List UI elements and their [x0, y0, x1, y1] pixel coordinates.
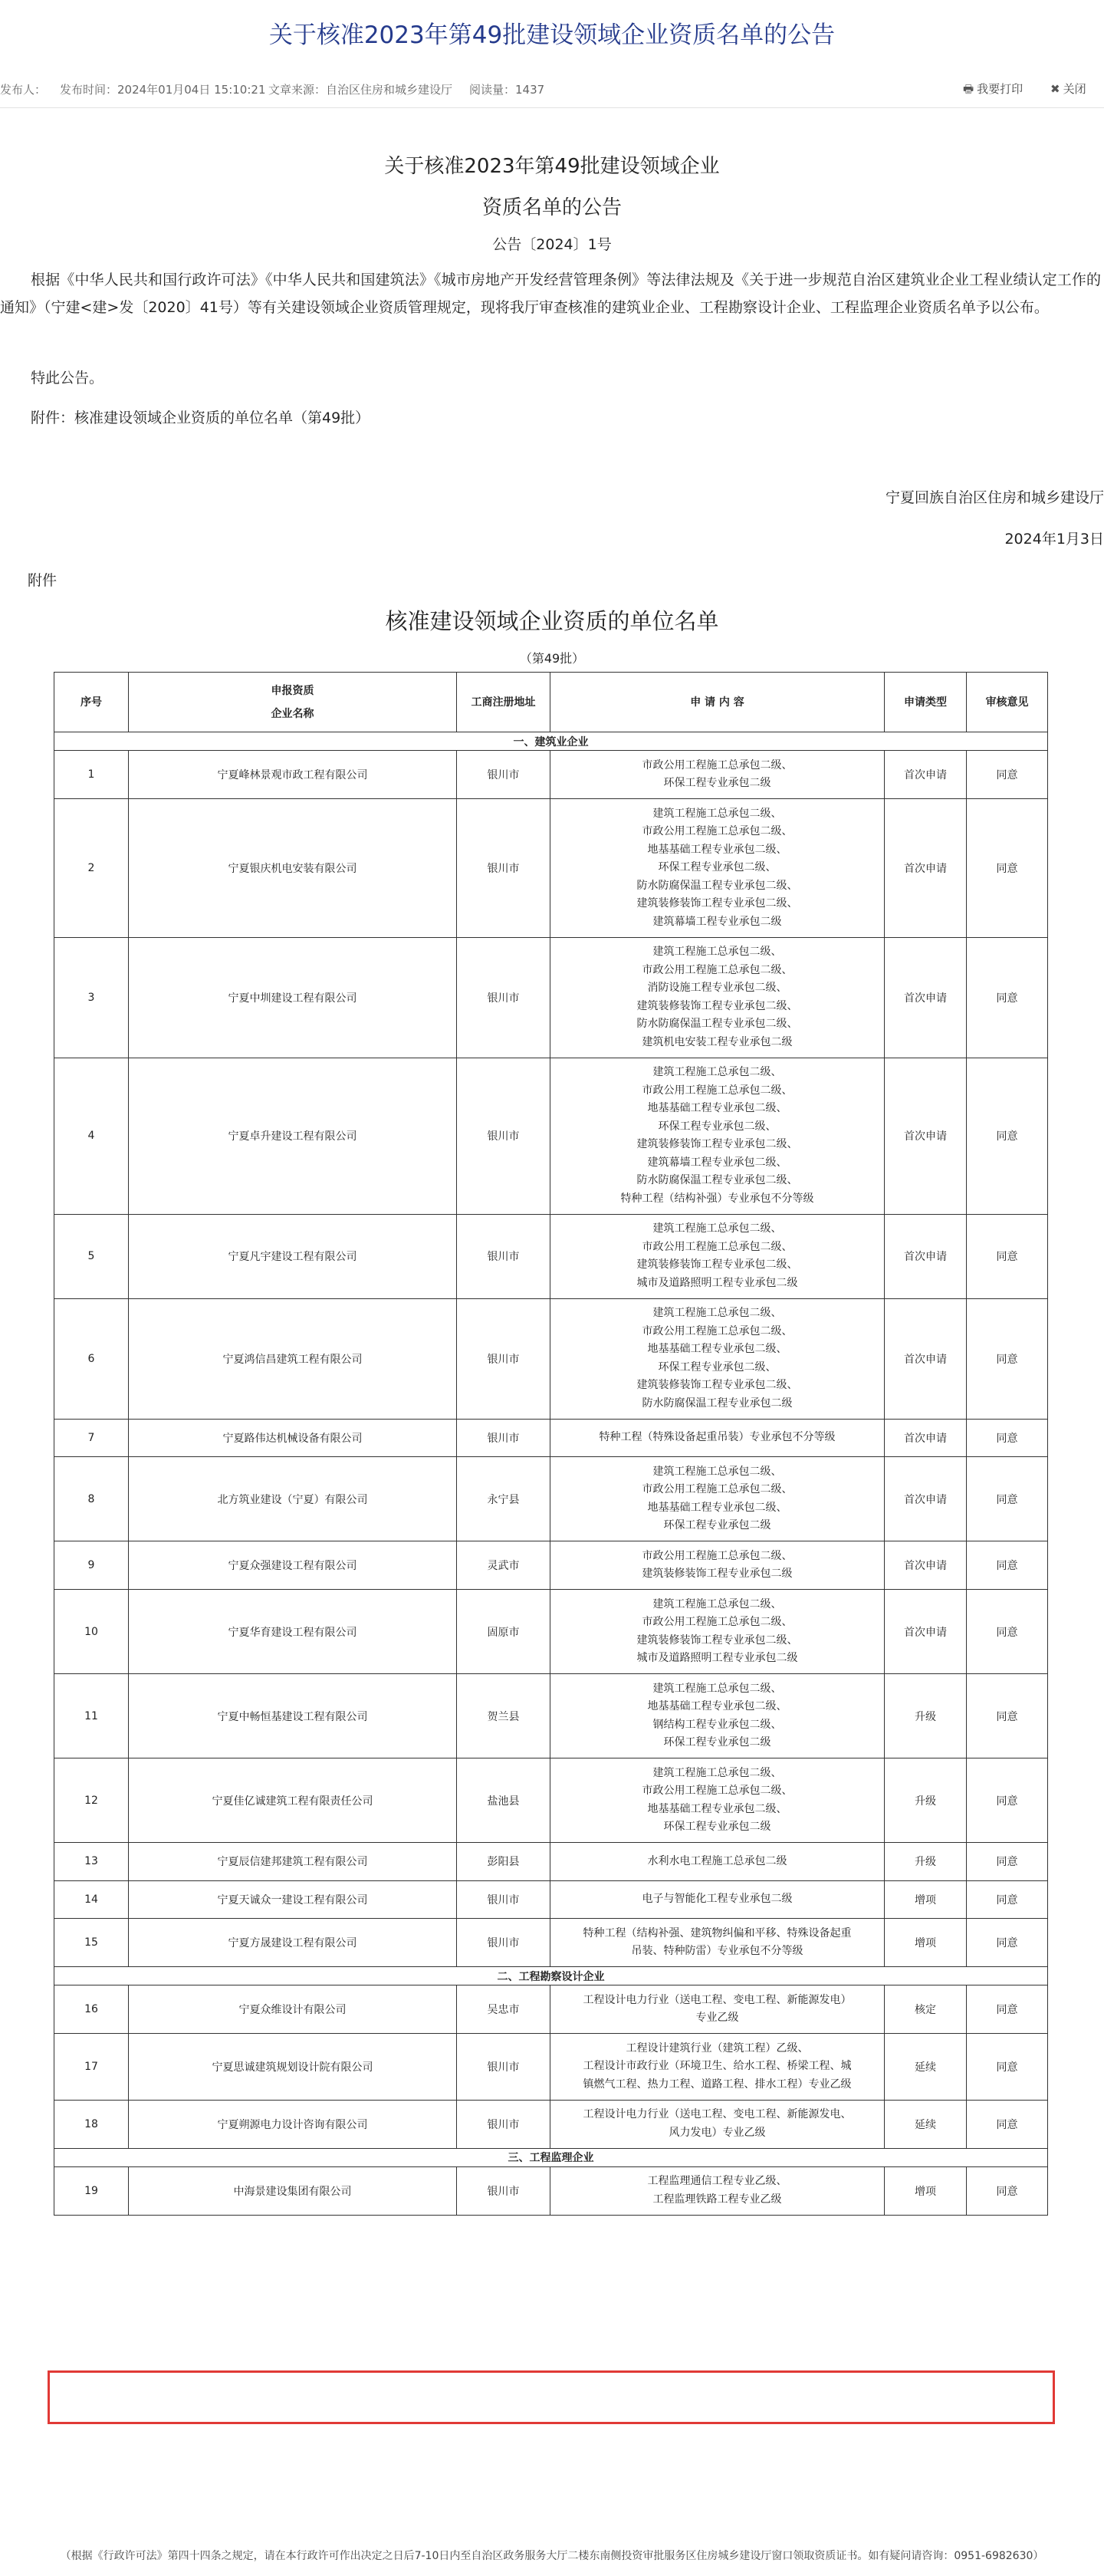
table-row [54, 1058, 1048, 1214]
qualification-item: 地基基础工程专业承包二级、 [647, 1501, 787, 1514]
application-type: 首次申请 [885, 1419, 967, 1457]
document-heading-line1: 关于核准2023年第49批建设领域企业 [384, 155, 720, 178]
qualification-item: 工程设计建筑行业（建筑工程）乙级、 [626, 2041, 809, 2055]
qualification-item: 建筑工程施工总承包二级、 [652, 1597, 782, 1610]
document-heading-line2: 资质名单的公告 [481, 196, 622, 219]
qualification-item: 特种工程（结构补强、建筑物纠偏和平移、特殊设备起重 [583, 1926, 852, 1939]
qualification-item: 建筑装修装饰工程专业承包二级 [642, 1568, 793, 1580]
company-name: 宁夏朔源电力设计咨询有限公司 [129, 2100, 457, 2148]
application-type: 升级 [885, 1843, 967, 1881]
application-content [550, 751, 885, 799]
row-number: 9 [54, 1541, 129, 1590]
company-name: 宁夏凡宇建设工程有限公司 [129, 1214, 457, 1298]
qualification-item: 钢结构工程专业承包二级、 [652, 1718, 782, 1731]
registered-region: 吴忠市 [457, 1985, 550, 2034]
qualification-item: 专业乙级 [695, 2012, 739, 2024]
registered-region: 银川市 [457, 799, 550, 938]
registered-region: 银川市 [457, 1919, 550, 1967]
category-row [54, 1967, 1048, 1985]
publish-time: 发布时间：2024年01月04日 15:10:21 [60, 83, 266, 97]
application-type: 增项 [885, 2166, 967, 2215]
row-number: 6 [54, 1298, 129, 1419]
review-opinion: 同意 [967, 1298, 1048, 1419]
review-opinion: 同意 [967, 1457, 1048, 1541]
table-row [54, 1674, 1048, 1758]
review-opinion: 同意 [967, 1758, 1048, 1843]
company-name: 宁夏方晟建设工程有限公司 [129, 1919, 457, 1967]
qualification-item: 工程设计电力行业（送电工程、变电工程、新能源发电） [583, 1993, 852, 2006]
qualification-item: 市政公用工程施工总承包二级、 [642, 1240, 793, 1253]
table-row [54, 1758, 1048, 1843]
registered-region: 彭阳县 [457, 1843, 550, 1881]
application-type: 首次申请 [885, 1298, 967, 1419]
application-content [550, 1214, 885, 1298]
qualification-item: 市政公用工程施工总承包二级、 [642, 1549, 793, 1562]
highlight-box [48, 2370, 1055, 2424]
company-name: 宁夏思诚建筑规划设计院有限公司 [129, 2034, 457, 2101]
header-company [129, 673, 457, 732]
row-number: 13 [54, 1843, 129, 1881]
qualification-item: 防水防腐保温工程专业承包二级、 [636, 879, 798, 892]
qualification-item: 消防设施工程专业承包二级、 [647, 982, 787, 994]
registered-region: 银川市 [457, 2100, 550, 2148]
qualification-item: 建筑机电安装工程专业承包二级 [642, 1035, 793, 1048]
table-row [54, 2034, 1048, 2101]
application-type: 首次申请 [885, 937, 967, 1058]
registered-region: 固原市 [457, 1590, 550, 1674]
header-company-bottom: 企业名称 [271, 707, 314, 720]
table-row [54, 1590, 1048, 1674]
row-number: 19 [54, 2166, 129, 2215]
application-type: 首次申请 [885, 1541, 967, 1590]
application-type: 升级 [885, 1758, 967, 1843]
qualification-item: 建筑装修装饰工程专业承包二级、 [636, 897, 798, 910]
application-type: 增项 [885, 1880, 967, 1919]
table-row [54, 937, 1048, 1058]
close-icon: ✖ [1050, 82, 1060, 96]
article-source: 文章来源：自治区住房和城乡建设厅 [268, 83, 453, 97]
qualification-item: 市政公用工程施工总承包二级、 [642, 758, 793, 771]
qualification-item: 环保工程专业承包二级、 [658, 1360, 777, 1374]
registered-region: 永宁县 [457, 1457, 550, 1541]
header-type: 申请类型 [885, 673, 967, 732]
review-opinion: 同意 [967, 1919, 1048, 1967]
table-row [54, 2166, 1048, 2215]
close-button[interactable] [1050, 81, 1086, 97]
document-number: 公告〔2024〕1号 [492, 236, 612, 253]
company-name: 宁夏天诚众一建设工程有限公司 [129, 1880, 457, 1919]
registered-region: 银川市 [457, 1298, 550, 1419]
review-opinion: 同意 [967, 1058, 1048, 1214]
row-number: 16 [54, 1985, 129, 2034]
row-number: 7 [54, 1419, 129, 1457]
qualification-item: 建筑工程施工总承包二级、 [652, 807, 782, 820]
qualification-item: 镇燃气工程、热力工程、道路工程、排水工程）专业乙级 [583, 2078, 852, 2091]
table-row [54, 751, 1048, 799]
table-row [54, 1419, 1048, 1457]
footer-note: （根据《行政许可法》第四十四条之规定，请在本行政许可作出决定之日后7-10日内至自治区政务服务大厅二楼东南侧投资审批服务区住房城乡建设厅窗口领取资质证书。如有疑问请咨询：0951-6982630） [60, 2550, 1044, 2562]
registered-region: 银川市 [457, 1880, 550, 1919]
qualification-item: 地基基础工程专业承包二级、 [647, 1102, 787, 1114]
application-type: 首次申请 [885, 751, 967, 799]
application-content [550, 1419, 885, 1457]
qualification-item: 特种工程（结构补强）专业承包不分等级 [620, 1192, 814, 1205]
qualification-item: 环保工程专业承包二级 [663, 777, 771, 789]
qualification-item: 城市及道路照明工程专业承包二级 [636, 1652, 798, 1664]
registered-region: 银川市 [457, 937, 550, 1058]
review-opinion: 同意 [967, 1419, 1048, 1457]
header-content: 申 请 内 容 [550, 673, 885, 732]
row-number: 3 [54, 937, 129, 1058]
article-meta-bar [0, 77, 1104, 101]
row-number: 4 [54, 1058, 129, 1214]
registered-region: 银川市 [457, 1214, 550, 1298]
qualification-item: 地基基础工程专业承包二级、 [647, 1343, 787, 1355]
table-row [54, 1214, 1048, 1298]
registered-region: 银川市 [457, 1419, 550, 1457]
qualification-item: 建筑工程施工总承包二级、 [652, 1465, 782, 1478]
header-region: 工商注册地址 [457, 673, 550, 732]
row-number: 1 [54, 751, 129, 799]
qualification-item: 工程监理通信工程专业乙级、 [647, 2175, 787, 2187]
application-content [550, 799, 885, 938]
application-content [550, 1985, 885, 2034]
table-row [54, 1843, 1048, 1881]
qualification-item: 特种工程（特殊设备起重吊装）专业承包不分等级 [599, 1431, 836, 1443]
qualification-item: 建筑装修装饰工程专业承包二级、 [636, 1138, 798, 1150]
application-content [550, 1298, 885, 1419]
table-row [54, 1919, 1048, 1967]
review-opinion: 同意 [967, 937, 1048, 1058]
qualification-item: 防水防腐保温工程专业承包二级 [642, 1397, 793, 1410]
qualification-item: 市政公用工程施工总承包二级、 [642, 1324, 793, 1337]
row-number: 15 [54, 1919, 129, 1967]
application-content [550, 2166, 885, 2215]
qualification-item: 环保工程专业承包二级、 [658, 1120, 777, 1133]
qualification-item: 防水防腐保温工程专业承包二级、 [636, 1018, 798, 1030]
company-name: 宁夏峰林景观市政工程有限公司 [129, 751, 457, 799]
application-content [550, 1880, 885, 1919]
qualification-item: 建筑工程施工总承包二级、 [652, 1222, 782, 1235]
review-opinion: 同意 [967, 1541, 1048, 1590]
qualification-item: 建筑工程施工总承包二级、 [652, 1307, 782, 1319]
qualification-item: 水利水电工程施工总承包二级 [647, 1854, 787, 1867]
qualification-item: 工程设计市政行业（环境卫生、给水工程、桥梁工程、城 [583, 2060, 852, 2072]
application-content [550, 2034, 885, 2101]
review-opinion: 同意 [967, 1843, 1048, 1881]
row-number: 11 [54, 1674, 129, 1758]
category-row [54, 2148, 1048, 2166]
qualification-item: 建筑工程施工总承包二级、 [652, 1682, 782, 1695]
row-number: 10 [54, 1590, 129, 1674]
print-button[interactable] [963, 81, 1023, 100]
company-name: 宁夏辰信建邦建筑工程有限公司 [129, 1843, 457, 1881]
application-type: 延续 [885, 2034, 967, 2101]
registered-region: 银川市 [457, 1058, 550, 1214]
print-label: 我要打印 [977, 82, 1024, 96]
qualification-item: 环保工程专业承包二级 [663, 1736, 771, 1749]
application-type: 核定 [885, 1985, 967, 2034]
table-row [54, 1298, 1048, 1419]
qualification-item: 环保工程专业承包二级、 [658, 861, 777, 873]
qualification-item: 电子与智能化工程专业承包二级 [642, 1893, 793, 1905]
application-content [550, 1058, 885, 1214]
qualification-item: 建筑装修装饰工程专业承包二级、 [636, 1258, 798, 1271]
qualification-item: 建筑幕墙工程专业承包二级 [652, 915, 782, 928]
table-row [54, 1880, 1048, 1919]
table-body [54, 732, 1048, 2216]
registered-region: 贺兰县 [457, 1674, 550, 1758]
qualification-item: 吊装、特种防雷）专业承包不分等级 [631, 1945, 803, 1957]
application-content [550, 1758, 885, 1843]
header-seq: 序号 [54, 673, 129, 732]
qualification-item: 市政公用工程施工总承包二级、 [642, 1483, 793, 1495]
application-content [550, 1919, 885, 1967]
application-type: 首次申请 [885, 799, 967, 938]
row-number: 8 [54, 1457, 129, 1541]
header-opinion: 审核意见 [967, 673, 1048, 732]
registered-region: 灵武市 [457, 1541, 550, 1590]
application-content [550, 1590, 885, 1674]
company-name: 宁夏银庆机电安装有限公司 [129, 799, 457, 938]
review-opinion: 同意 [967, 2166, 1048, 2215]
qualification-item: 地基基础工程专业承包二级、 [647, 1802, 787, 1815]
notice-closing: 特此公告。 [31, 370, 104, 387]
view-count: 阅读量：1437 [469, 83, 545, 97]
company-name: 中海景建设集团有限公司 [129, 2166, 457, 2215]
application-type: 首次申请 [885, 1214, 967, 1298]
application-content [550, 1457, 885, 1541]
attachment-reference: 附件：核准建设领域企业资质的单位名单（第49批） [31, 410, 370, 426]
qualification-item: 防水防腐保温工程专业承包二级、 [636, 1174, 798, 1186]
application-type: 延续 [885, 2100, 967, 2148]
qualification-item: 风力发电）专业乙级 [669, 2126, 766, 2139]
company-name: 宁夏卓升建设工程有限公司 [129, 1058, 457, 1214]
table-row [54, 799, 1048, 938]
application-type: 升级 [885, 1674, 967, 1758]
qualification-item: 市政公用工程施工总承包二级、 [642, 963, 793, 976]
qualification-item: 建筑幕墙工程专业承包二级、 [647, 1156, 787, 1169]
application-type: 首次申请 [885, 1590, 967, 1674]
qualification-item: 市政公用工程施工总承包二级、 [642, 1084, 793, 1097]
printer-icon: 🖶 [963, 82, 974, 96]
table-row [54, 1457, 1048, 1541]
qualification-item: 建筑装修装饰工程专业承包二级、 [636, 999, 798, 1012]
qualification-item: 建筑工程施工总承包二级、 [652, 1066, 782, 1078]
publisher-label: 发布人： [0, 83, 47, 97]
review-opinion: 同意 [967, 1214, 1048, 1298]
qualification-item: 工程设计电力行业（送电工程、变电工程、新能源发电、 [583, 2108, 852, 2120]
row-number: 5 [54, 1214, 129, 1298]
qualification-item: 市政公用工程施工总承包二级、 [642, 1785, 793, 1797]
header-company-top: 申报资质 [271, 684, 314, 697]
category-label: 三、工程监理企业 [54, 2148, 1048, 2166]
category-label: 二、工程勘察设计企业 [54, 1967, 1048, 1985]
page-title: 关于核准2023年第49批建设领域企业资质名单的公告 [268, 21, 836, 49]
qualification-item: 工程监理铁路工程专业乙级 [652, 2193, 782, 2206]
row-number: 14 [54, 1880, 129, 1919]
qualification-table [54, 672, 1048, 2216]
company-name: 宁夏众维设计有限公司 [129, 1985, 457, 2034]
table-row [54, 1985, 1048, 2034]
qualification-item: 建筑工程施工总承包二级、 [652, 1766, 782, 1779]
row-number: 2 [54, 799, 129, 938]
registered-region: 银川市 [457, 2034, 550, 2101]
list-title: 核准建设领域企业资质的单位名单 [385, 608, 719, 634]
batch-label: （第49批） [519, 651, 585, 666]
application-content [550, 937, 885, 1058]
document-body-paragraph: 根据《中华人民共和国行政许可法》《中华人民共和国建筑法》《城市房地产开发经营管理条例》等法律法规及《关于进一步规范自治区建筑业企业工程业绩认定工作的通知》（宁建<建>发〔2020〕41号）等有关建设领域企业资质管理规定，现将我厅审查核准的建筑业企业、工程勘察设计企业、工程监理企业资质名单予以公布。 [0, 271, 1101, 316]
company-name: 宁夏众强建设工程有限公司 [129, 1541, 457, 1590]
qualification-item: 城市及道路照明工程专业承包二级 [636, 1276, 798, 1289]
application-type: 首次申请 [885, 1457, 967, 1541]
company-name: 北方筑业建设（宁夏）有限公司 [129, 1457, 457, 1541]
qualification-item: 市政公用工程施工总承包二级、 [642, 1616, 793, 1628]
company-name: 宁夏佳亿诚建筑工程有限责任公司 [129, 1758, 457, 1843]
company-name: 宁夏鸿信昌建筑工程有限公司 [129, 1298, 457, 1419]
header-divider [0, 107, 1104, 108]
review-opinion: 同意 [967, 799, 1048, 938]
qualification-item: 环保工程专业承包二级 [663, 1519, 771, 1531]
category-row [54, 732, 1048, 751]
close-label: 关闭 [1063, 82, 1086, 96]
signing-authority: 宁夏回族自治区住房和城乡建设厅 [885, 489, 1104, 506]
qualification-item: 地基基础工程专业承包二级、 [647, 843, 787, 856]
review-opinion: 同意 [967, 1985, 1048, 2034]
company-name: 宁夏中圳建设工程有限公司 [129, 937, 457, 1058]
qualification-item: 地基基础工程专业承包二级、 [647, 1700, 787, 1712]
review-opinion: 同意 [967, 2100, 1048, 2148]
row-number: 12 [54, 1758, 129, 1843]
application-type: 增项 [885, 1919, 967, 1967]
qualification-item: 建筑工程施工总承包二级、 [652, 946, 782, 958]
qualification-item: 环保工程专业承包二级 [663, 1821, 771, 1833]
qualification-item: 市政公用工程施工总承包二级、 [642, 825, 793, 837]
application-type: 首次申请 [885, 1058, 967, 1214]
registered-region: 盐池县 [457, 1758, 550, 1843]
attachment-label: 附件 [28, 572, 58, 589]
signing-date: 2024年1月3日 [1004, 531, 1104, 548]
review-opinion: 同意 [967, 1880, 1048, 1919]
qualification-item: 建筑装修装饰工程专业承包二级、 [636, 1633, 798, 1647]
table-row [54, 2100, 1048, 2148]
row-number: 17 [54, 2034, 129, 2101]
application-content [550, 1843, 885, 1881]
application-content [550, 2100, 885, 2148]
qualification-item: 建筑装修装饰工程专业承包二级、 [636, 1379, 798, 1391]
company-name: 宁夏中畅恒基建设工程有限公司 [129, 1674, 457, 1758]
review-opinion: 同意 [967, 751, 1048, 799]
registered-region: 银川市 [457, 751, 550, 799]
registered-region: 银川市 [457, 2166, 550, 2215]
review-opinion: 同意 [967, 1590, 1048, 1674]
category-label: 一、建筑业企业 [54, 732, 1048, 751]
row-number: 18 [54, 2100, 129, 2148]
application-content [550, 1674, 885, 1758]
review-opinion: 同意 [967, 2034, 1048, 2101]
review-opinion: 同意 [967, 1674, 1048, 1758]
company-name: 宁夏华育建设工程有限公司 [129, 1590, 457, 1674]
company-name: 宁夏路伟达机械设备有限公司 [129, 1419, 457, 1457]
application-content [550, 1541, 885, 1590]
table-row [54, 1541, 1048, 1590]
